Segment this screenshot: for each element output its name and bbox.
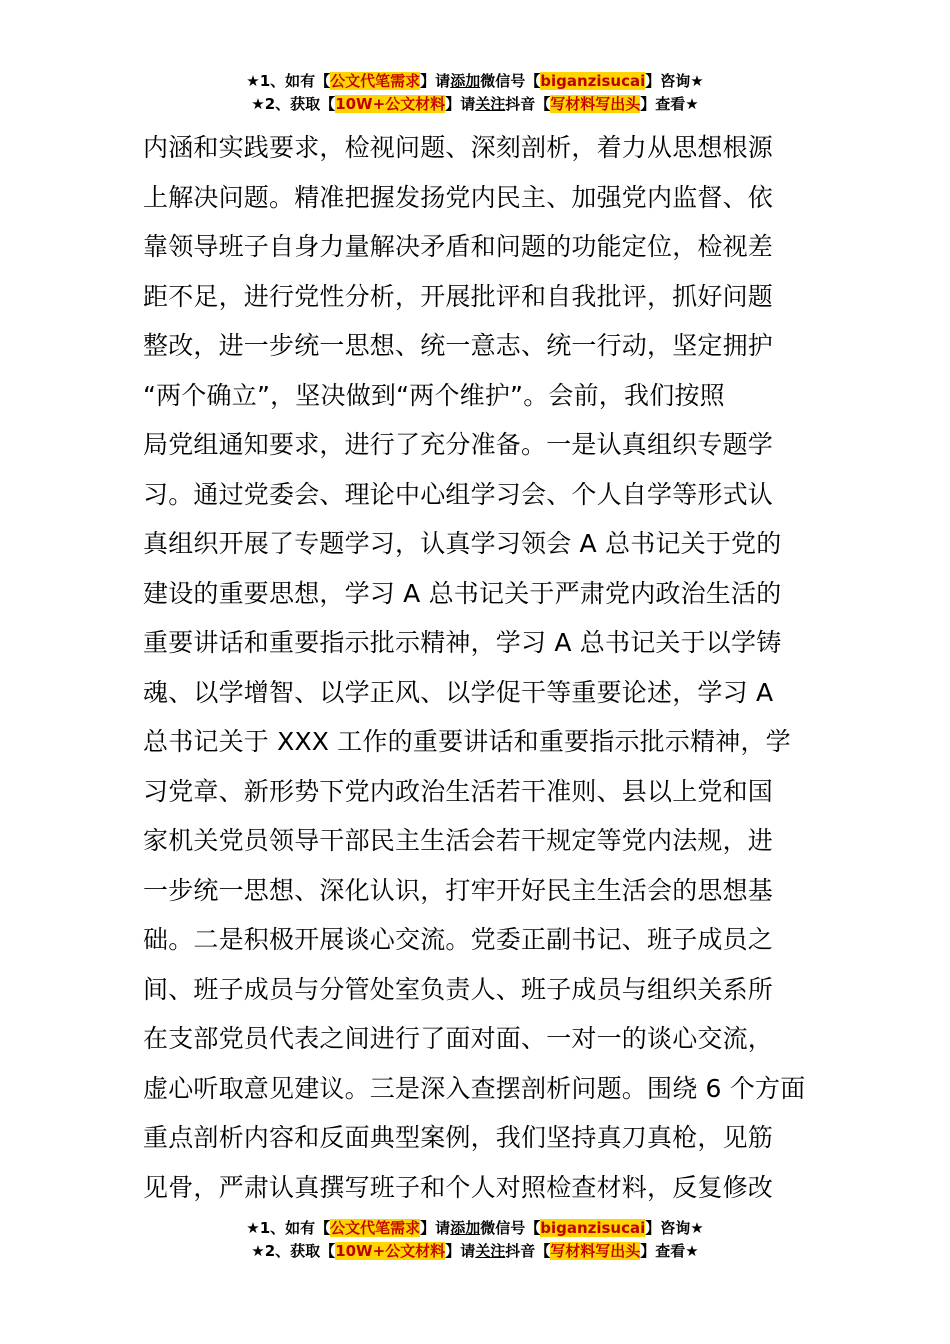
banner-text: 】请: [445, 95, 476, 113]
body-line: 距不足，进行党性分析，开展批评和自我批评，抓好问题: [143, 281, 774, 311]
body-line: 内涵和实践要求，检视问题、深刻剖析，着力从思想根源: [143, 133, 774, 162]
body-line: 局党组通知要求，进行了充分准备。一是认真组织专题学: [143, 430, 774, 459]
header-banner: [0, 70, 950, 116]
body-line: 习。通过党委会、理论中心组学习会、个人自学等形式认: [143, 479, 774, 509]
body-line: 一步统一思想、深化认识，打牢开好民主生活会的思想基: [143, 875, 774, 905]
body-line: 上解决问题。精准把握发扬党内民主、加强党内监督、依: [143, 182, 774, 212]
banner-underlined: 关注: [475, 95, 506, 113]
body-line: “两个确立”，坚决做到“两个维护”。会前，我们按照: [143, 380, 725, 410]
banner-highlight-douyin-id: 写材料写出头: [550, 1242, 641, 1260]
banner-highlight-douyin-id: 写材料写出头: [550, 95, 641, 113]
banner-text: ★1、如有【: [246, 72, 331, 90]
body-line: 础。二是积极开展谈心交流。党委正副书记、班子成员之: [143, 925, 774, 954]
body-line: 魂、以学增智、以学正风、以学促干等重要论述，学习 A: [143, 677, 774, 707]
header-banner-line-1: [0, 70, 950, 93]
banner-text: 】请: [420, 72, 451, 90]
banner-text: 抖音【: [505, 95, 551, 113]
body-line: 家机关党员领导干部民主生活会若干规定等党内法规，进: [143, 826, 774, 855]
header-banner-line-2: [0, 93, 950, 116]
body-line: 真组织开展了专题学习，认真学习领会 A 总书记关于党的: [143, 529, 782, 558]
banner-text: ★2、获取【: [251, 1242, 336, 1260]
body-line: 建设的重要思想，学习 A 总书记关于严肃党内政治生活的: [143, 578, 782, 608]
body-line: 重要讲话和重要指示批示精神，学习 A 总书记关于以学铸: [143, 628, 782, 657]
banner-highlight: 10W+公文材料: [335, 95, 446, 113]
banner-text: 】查看★: [640, 95, 699, 113]
banner-text: 】请: [445, 1242, 476, 1260]
body-line: 整改，进一步统一思想、统一意志、统一行动，坚定拥护: [143, 331, 774, 360]
body-line: 在支部党员代表之间进行了面对面、一对一的谈心交流，: [143, 1024, 774, 1053]
banner-underlined: 添加: [450, 72, 481, 90]
banner-highlight: 10W+公文材料: [335, 1242, 446, 1260]
footer-banner-line-1: [0, 1217, 950, 1240]
banner-highlight: 公文代笔需求: [330, 72, 421, 90]
banner-text: 微信号【: [480, 72, 541, 90]
banner-highlight-wechat-id: biganzisucai: [540, 1219, 646, 1237]
banner-underlined: 关注: [475, 1242, 506, 1260]
body-line: 靠领导班子自身力量解决矛盾和问题的功能定位，检视差: [143, 232, 774, 261]
body-line: 见骨，严肃认真撰写班子和个人对照检查材料，反复修改: [143, 1172, 774, 1202]
banner-text: 抖音【: [505, 1242, 551, 1260]
banner-text: 】咨询★: [645, 72, 704, 90]
document-body: [143, 123, 813, 1212]
banner-text: 微信号【: [480, 1219, 541, 1237]
body-line: 习党章、新形势下党内政治生活若干准则、县以上党和国: [143, 776, 774, 806]
banner-text: 】请: [420, 1219, 451, 1237]
body-line: 虚心听取意见建议。三是深入查摆剖析问题。围绕 6 个方面: [143, 1073, 806, 1103]
banner-text: 】查看★: [640, 1242, 699, 1260]
footer-banner: [0, 1217, 950, 1263]
footer-banner-line-2: [0, 1240, 950, 1263]
body-line: 总书记关于 XXX 工作的重要讲话和重要指示批示精神，学: [143, 727, 791, 756]
banner-text: 】咨询★: [645, 1219, 704, 1237]
banner-text: ★1、如有【: [246, 1219, 331, 1237]
banner-underlined: 添加: [450, 1219, 481, 1237]
body-line: 重点剖析内容和反面典型案例，我们坚持真刀真枪，见筋: [143, 1123, 774, 1152]
body-line: 间、班子成员与分管处室负责人、班子成员与组织关系所: [143, 974, 774, 1004]
banner-highlight: 公文代笔需求: [330, 1219, 421, 1237]
banner-highlight-wechat-id: biganzisucai: [540, 72, 646, 90]
banner-text: ★2、获取【: [251, 95, 336, 113]
